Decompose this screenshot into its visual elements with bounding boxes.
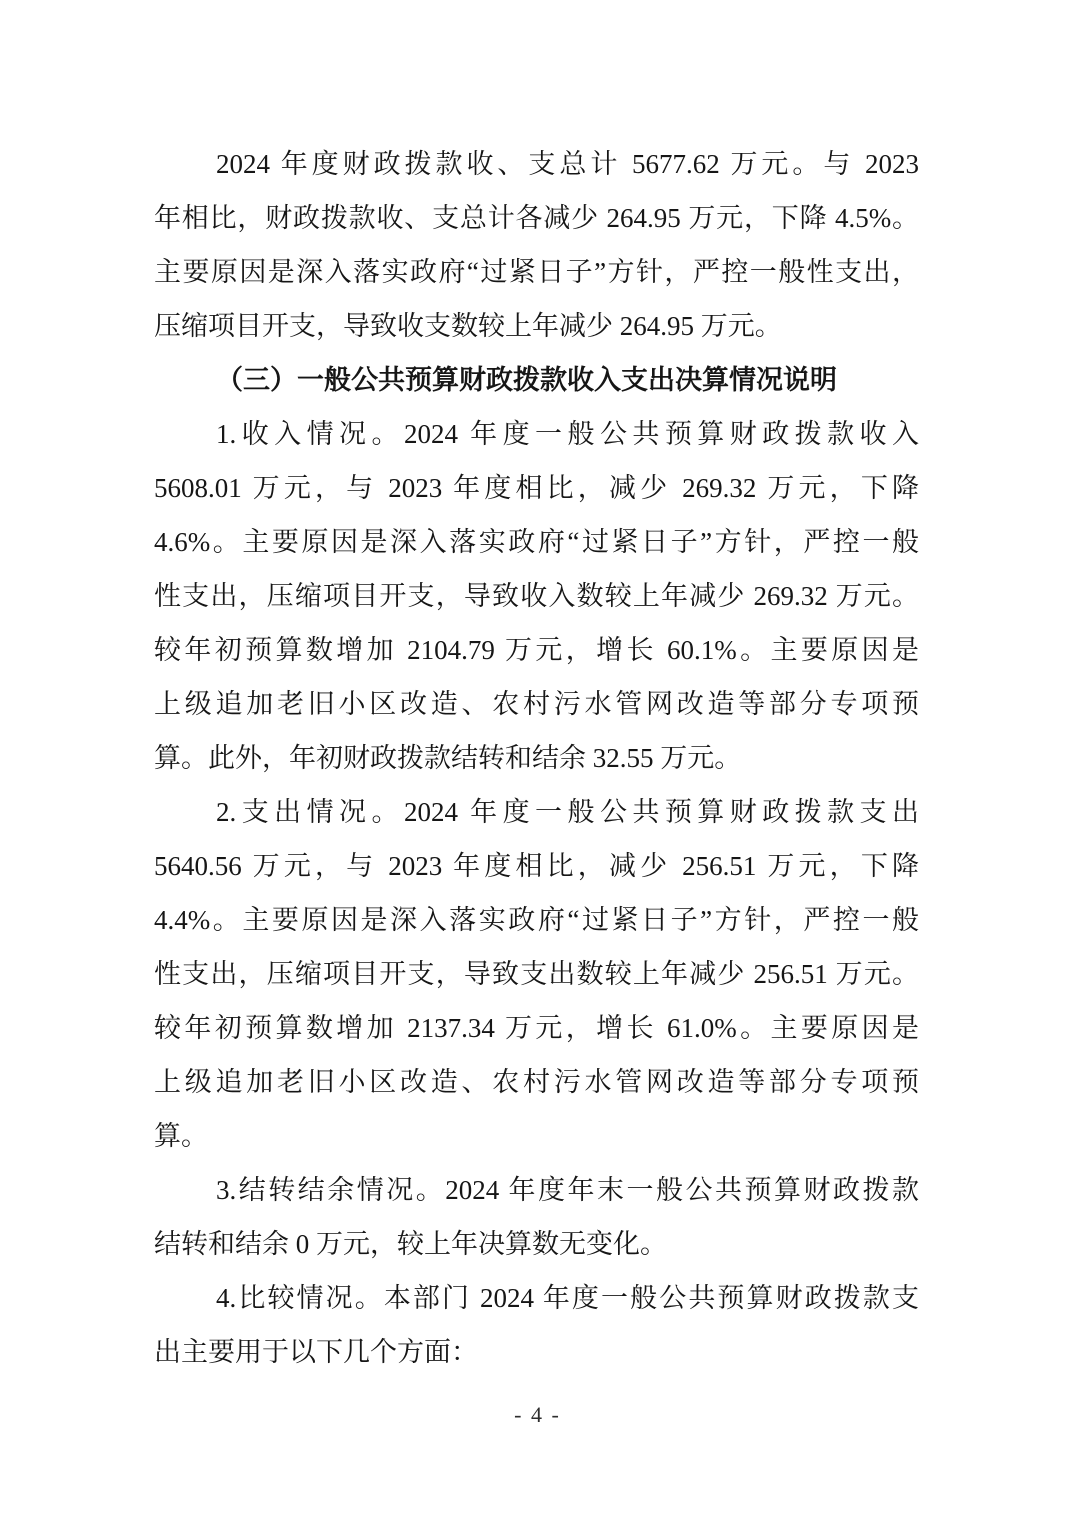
section-heading: [154, 353, 919, 407]
page-number: - 4 -: [514, 1402, 561, 1427]
text-line: 4.6%。主要原因是深入落实政府“过紧日子”方针，严控一般: [154, 527, 919, 557]
text-line: 上级追加老旧小区改造、农村污水管网改造等部分专项预: [154, 689, 919, 719]
text-line: 1.收入情况。2024 年度一般公共预算财政拨款收入: [216, 419, 919, 449]
text-line: 5640.56 万元，与 2023 年度相比，减少 256.51 万元，下降: [154, 851, 919, 881]
text-line: 主要原因是深入落实政府“过紧日子”方针，严控一般性支出，: [154, 257, 919, 287]
text-line: 算。: [154, 1121, 208, 1151]
paragraph: [154, 407, 919, 785]
text-line: 5608.01 万元，与 2023 年度相比，减少 269.32 万元，下降: [154, 473, 919, 503]
text-line: 性支出，压缩项目开支，导致收入数较上年减少 269.32 万元。: [154, 581, 919, 611]
text-line: 算。此外，年初财政拨款结转和结余 32.55 万元。: [154, 743, 742, 773]
text-line: 2.支出情况。2024 年度一般公共预算财政拨款支出: [216, 797, 919, 827]
text-line: 性支出，压缩项目开支，导致支出数较上年减少 256.51 万元。: [154, 959, 919, 989]
text-line: 较年初预算数增加 2137.34 万元，增长 61.0%。主要原因是: [154, 1013, 919, 1043]
document-body: [154, 137, 919, 1379]
paragraph: [154, 785, 919, 1163]
text-line: 出主要用于以下几个方面：: [154, 1337, 478, 1367]
paragraph: [154, 1163, 919, 1271]
text-line: 2024 年度财政拨款收、支总计 5677.62 万元。与 2023: [216, 149, 919, 179]
text-line: 4.4%。主要原因是深入落实政府“过紧日子”方针，严控一般: [154, 905, 919, 935]
text-line: （三）一般公共预算财政拨款收入支出决算情况说明: [216, 365, 837, 395]
paragraph: [154, 137, 919, 353]
text-line: 上级追加老旧小区改造、农村污水管网改造等部分专项预: [154, 1067, 919, 1097]
text-line: 结转和结余 0 万元，较上年决算数无变化。: [154, 1229, 667, 1259]
text-line: 年相比，财政拨款收、支总计各减少 264.95 万元，下降 4.5%。: [154, 203, 919, 233]
text-line: 较年初预算数增加 2104.79 万元，增长 60.1%。主要原因是: [154, 635, 919, 665]
text-line: 4.比较情况。本部门 2024 年度一般公共预算财政拨款支: [216, 1283, 919, 1313]
text-line: 压缩项目开支，导致收支数较上年减少 264.95 万元。: [154, 311, 782, 341]
text-line: 3.结转结余情况。2024 年度年末一般公共预算财政拨款: [216, 1175, 919, 1205]
page-footer: [0, 1398, 1075, 1432]
paragraph: [154, 1271, 919, 1379]
